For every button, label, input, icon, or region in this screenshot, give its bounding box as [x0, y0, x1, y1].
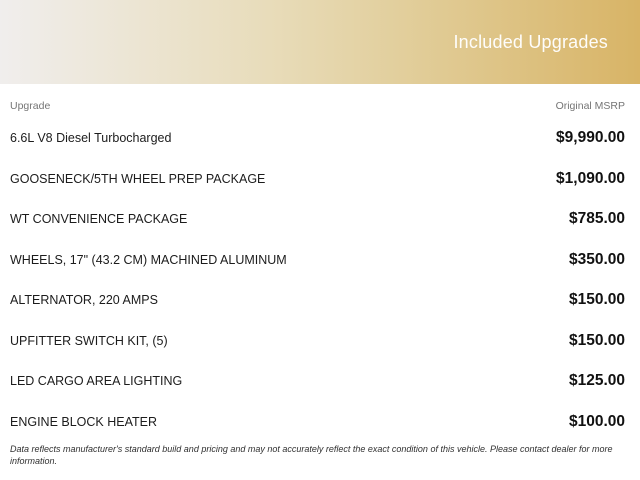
upgrade-label: UPFITTER SWITCH KIT, (5) [10, 333, 168, 348]
upgrade-label: ENGINE BLOCK HEATER [10, 414, 158, 429]
upgrade-price: $125.00 [568, 372, 625, 390]
upgrade-price: $1,090.00 [556, 169, 625, 187]
table-column-headers [10, 84, 625, 118]
table-row [10, 240, 625, 281]
table-row [10, 118, 625, 159]
upgrade-price: $350.00 [568, 250, 625, 268]
upgrade-rows [10, 118, 625, 442]
upgrade-price: $9,990.00 [556, 129, 625, 147]
table-row [10, 280, 625, 321]
table-row [10, 361, 625, 402]
upgrade-label: WT CONVENIENCE PACKAGE [10, 212, 188, 227]
page-title: Included Upgrades [453, 31, 608, 52]
upgrade-price: $150.00 [568, 331, 625, 349]
upgrade-label: 6.6L V8 Diesel Turbocharged [10, 131, 172, 146]
upgrade-price: $785.00 [568, 210, 625, 228]
table-row [10, 402, 625, 443]
upgrade-label: ALTERNATOR, 220 AMPS [10, 293, 158, 308]
table-row [10, 199, 625, 240]
table-row [10, 321, 625, 362]
banner [0, 0, 640, 84]
upgrade-price: $100.00 [568, 412, 625, 430]
upgrade-label: GOOSENECK/5TH WHEEL PREP PACKAGE [10, 171, 266, 186]
column-header-original-msrp: Original MSRP [555, 100, 625, 112]
upgrade-price: $150.00 [568, 291, 625, 309]
disclaimer-text: Data reflects manufacturer's standard build and pricing and may not accurately reflect the exact condition of this vehicle. Please contact dealer for more information. [10, 444, 613, 466]
upgrade-label: WHEELS, 17" (43.2 CM) MACHINED ALUMINUM [10, 252, 287, 267]
upgrades-table [0, 84, 640, 442]
table-row [10, 159, 625, 200]
upgrade-label: LED CARGO AREA LIGHTING [10, 374, 183, 389]
column-header-upgrade: Upgrade [10, 100, 51, 112]
